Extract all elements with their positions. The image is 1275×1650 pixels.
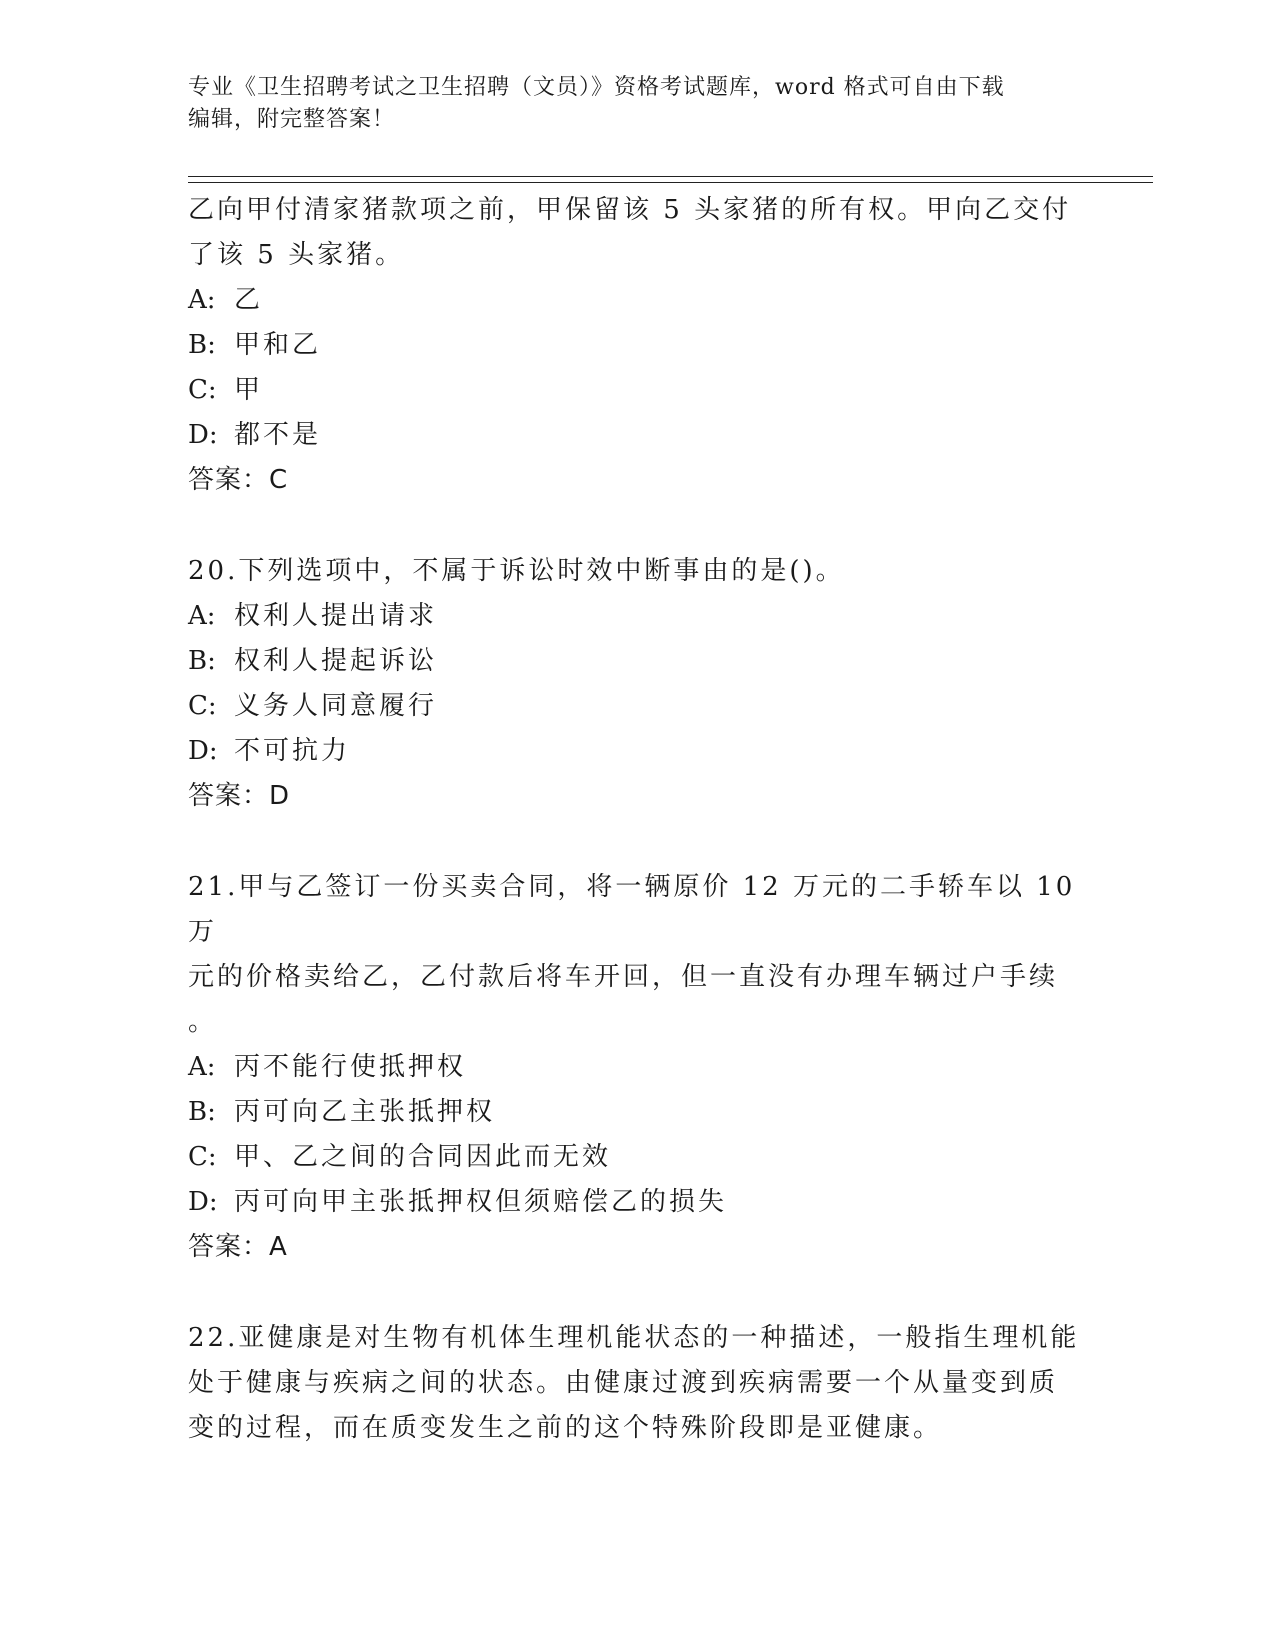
option-key: C: [188,691,217,721]
option-key: D: [188,420,218,450]
option-a [188,1045,1088,1090]
question-stem-line: 了该 5 头家猪。 [188,240,405,270]
option-key: B: [188,330,216,360]
option-text: 丙可向乙主张抵押权 [234,1097,496,1127]
option-a [188,278,1088,323]
document-header [188,72,1088,136]
option-text: 权利人提起诉讼 [234,646,438,676]
question-stem-line: 乙向甲付清家猪款项之前，甲保留该 5 头家猪的所有权。甲向乙交付 [188,195,1072,225]
option-text: 甲和乙 [234,330,322,360]
option-b [188,323,1088,368]
option-c [188,1135,1088,1180]
option-d [188,1180,1088,1225]
question-list [188,188,1088,1451]
option-b [188,1090,1088,1135]
option-text: 都不是 [234,420,322,450]
header-line-1: 专业《卫生招聘考试之卫生招聘（文员）》资格考试题库，word 格式可自由下载 [188,75,1005,100]
question-stem-line: 。 [188,1007,218,1037]
option-text: 甲、乙之间的合同因此而无效 [234,1142,612,1172]
option-key: A: [188,285,216,315]
question-stem-line: 21.甲与乙签订一份买卖合同，将一辆原价 12 万元的二手轿车以 10 万 [188,872,1076,947]
option-key: D: [188,1187,218,1217]
option-text: 丙不能行使抵押权 [234,1052,467,1082]
option-d [188,413,1088,458]
option-key: C: [188,1142,217,1172]
question-block [188,1316,1088,1451]
question-stem-line: 元的价格卖给乙，乙付款后将车开回，但一直没有办理车辆过户手续 [188,962,1059,992]
header-divider-top [188,176,1153,177]
option-text: 乙 [234,285,264,315]
option-text: 权利人提出请求 [234,601,438,631]
answer-line: 答案：C [188,465,289,495]
option-text: 不可抗力 [234,736,351,766]
header-line-2: 编辑，附完整答案！ [188,107,396,132]
answer-line: 答案：A [188,1232,288,1262]
option-b [188,639,1088,684]
option-text: 丙可向甲主张抵押权但须赔偿乙的损失 [234,1187,728,1217]
question-block [188,865,1088,1270]
option-key: D: [188,736,218,766]
option-text: 甲 [234,375,264,405]
option-a [188,594,1088,639]
option-d [188,729,1088,774]
header-divider-bottom [188,182,1153,183]
option-key: B: [188,1097,216,1127]
option-key: C: [188,375,217,405]
option-key: A: [188,601,216,631]
option-key: B: [188,646,216,676]
option-text: 义务人同意履行 [234,691,438,721]
question-stem-line: 20.下列选项中，不属于诉讼时效中断事由的是()。 [188,556,845,586]
question-stem-line: 处于健康与疾病之间的状态。由健康过渡到疾病需要一个从量变到质 [188,1368,1059,1398]
question-stem-line: 变的过程，而在质变发生之前的这个特殊阶段即是亚健康。 [188,1413,943,1443]
option-c [188,368,1088,413]
option-key: A: [188,1052,216,1082]
question-stem-line: 22.亚健康是对生物有机体生理机能状态的一种描述，一般指生理机能 [188,1323,1080,1353]
option-c [188,684,1088,729]
question-block [188,549,1088,819]
question-block [188,188,1088,503]
answer-line: 答案：D [188,781,291,811]
